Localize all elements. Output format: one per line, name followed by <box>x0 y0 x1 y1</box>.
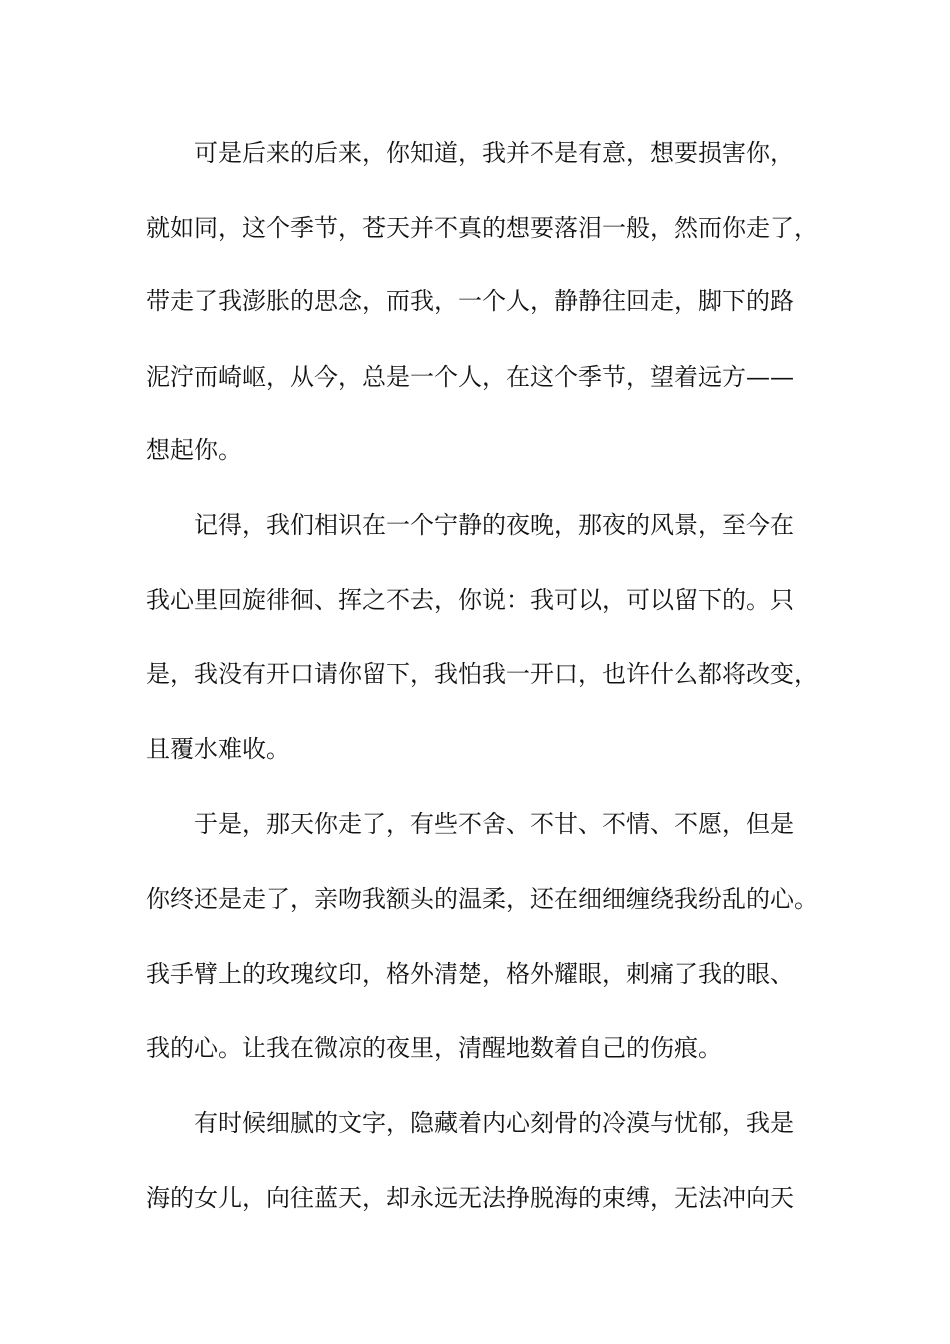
text-line: 可是后来的后来，你知道，我并不是有意，想要损害你， <box>194 139 794 167</box>
text-line: 于是，那天你走了，有些不舍、不甘、不情、不愿，但是 <box>194 810 794 838</box>
text-line: 想起你。 <box>146 436 242 464</box>
text-line: 我手臂上的玫瑰纹印，格外清楚，格外耀眼，刺痛了我的眼、 <box>146 960 794 988</box>
text-line: 泥泞而崎岖，从今，总是一个人，在这个季节，望着远方—— <box>146 363 794 391</box>
text-line: 有时候细腻的文字，隐藏着内心刻骨的冷漠与忧郁，我是 <box>194 1109 794 1137</box>
text-line: 带走了我澎胀的思念，而我，一个人，静静往回走，脚下的路 <box>146 287 794 315</box>
text-line: 是，我没有开口请你留下，我怕我一开口，也许什么都将改变， <box>146 660 818 688</box>
text-line: 就如同，这个季节，苍天并不真的想要落泪一般，然而你走了， <box>146 214 818 242</box>
text-line: 海的女儿，向往蓝天，却永远无法挣脱海的束缚，无法冲向天 <box>146 1184 794 1212</box>
text-line: 你终还是走了，亲吻我额头的温柔，还在细细缠绕我纷乱的心。 <box>146 885 818 913</box>
text-line: 记得，我们相识在一个宁静的夜晚，那夜的风景，至今在 <box>194 511 794 539</box>
text-line: 我的心。让我在微凉的夜里，清醒地数着自己的伤痕。 <box>146 1034 722 1062</box>
text-line: 我心里回旋徘徊、挥之不去，你说：我可以，可以留下的。只 <box>146 586 794 614</box>
text-line: 且覆水难收。 <box>146 735 290 763</box>
